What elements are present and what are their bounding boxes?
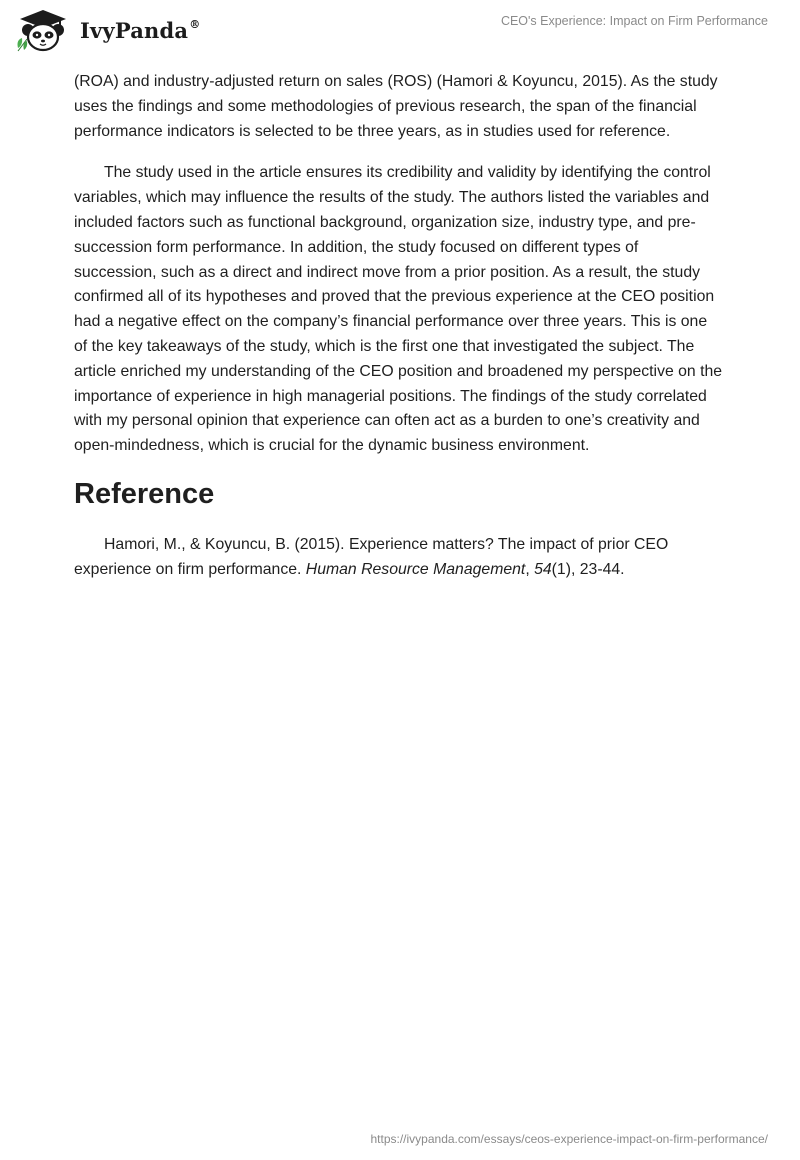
reference-entry [74,533,724,583]
reference-authors-title: Hamori, M., & Koyuncu, B. (2015). Experience matters? The impact of prior CEO experience on firm performance. [74,535,669,578]
paragraph-study-credibility: The study used in the article ensures its credibility and validity by identifying the control variables, which may influence the results of the study. The authors listed the variables and included factors such as functional background, organization size, industry type, and pre-succession form performance. In addition, the study focused on different types of succession, such as a direct and indirect move from a prior position. As a result, the study confirmed all of its hypotheses and proved that the previous experience at the CEO position had a negative effect on the company’s financial performance over three years. This is one of the key takeaways of the study, which is the first one that investigated the subject. The article enriched my understanding of the CEO position and broadened my perspective on the importance of experience in high managerial positions. The findings of the study correlated with my personal opinion that experience can often act as a burden to one’s creativity and open-mindedness, which is crucial for the dynamic business environment. [74,164,723,455]
reference-separator: , [525,560,535,578]
ivypanda-logo[interactable] [14,8,200,52]
source-url[interactable]: https://ivypanda.com/essays/ceos-experience-impact-on-firm-performance/ [370,1132,768,1146]
panda-graduation-cap-icon [14,8,72,52]
brand-name: IvyPanda® [80,17,201,43]
reference-volume: 54 [534,560,552,578]
reference-journal: Human Resource Management [305,560,526,578]
page-header [0,0,800,60]
document-title: CEO's Experience: Impact on Firm Performance [500,14,768,28]
reference-issue-pages: (1), 23-44. [551,560,625,578]
paragraph-continuation: (ROA) and industry-adjusted return on sales (ROS) (Hamori & Koyuncu, 2015). As the study uses the findings and some methodologies of previous research, the span of the financial performance indicators is selected to be three years, as in studies used for reference. [74,73,718,140]
reference-heading: Reference [74,477,215,510]
essay-content [74,70,724,600]
